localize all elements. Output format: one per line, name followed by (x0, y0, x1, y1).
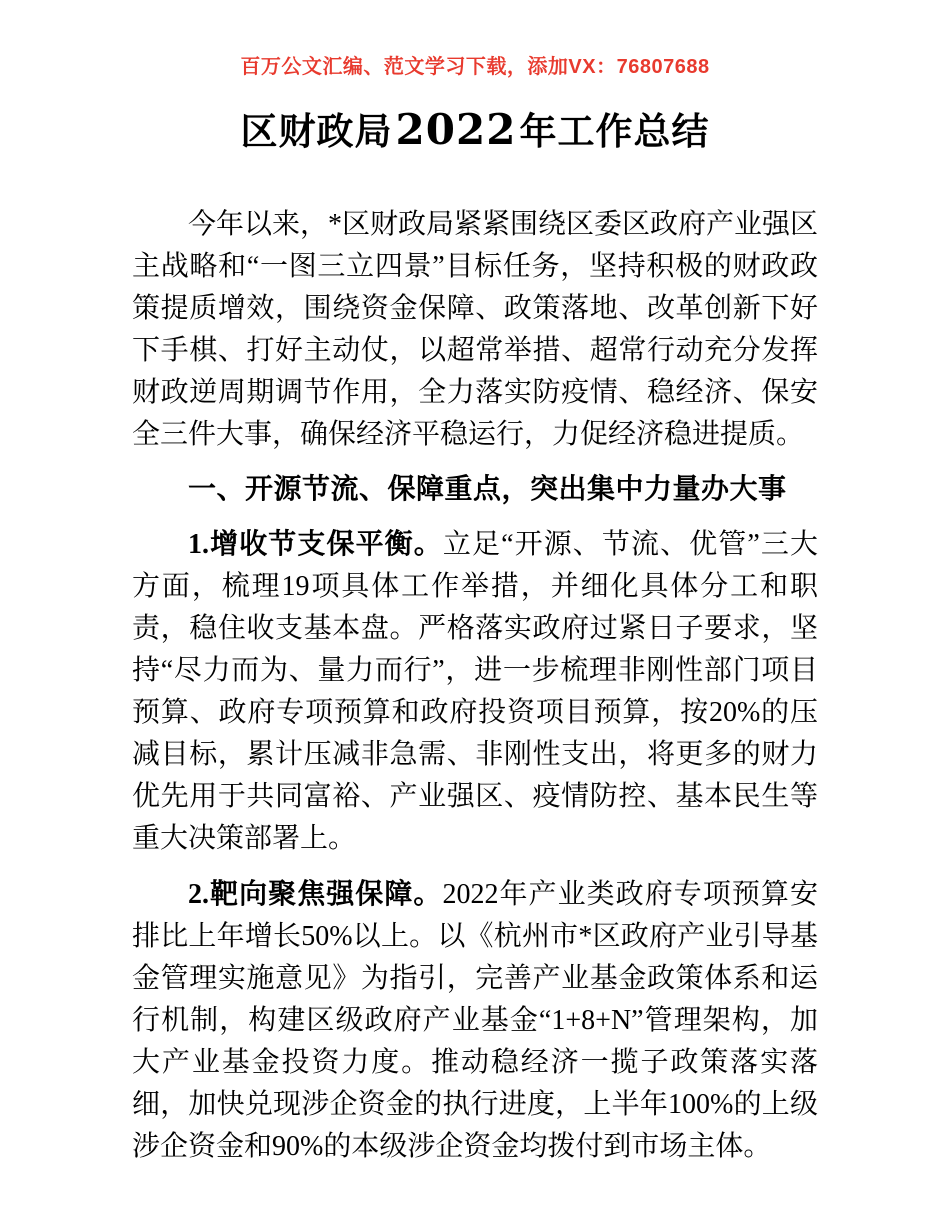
section-1-item-2-paragraph (132, 874, 818, 1168)
document-title (0, 105, 950, 158)
section-1-item-1-paragraph (132, 524, 818, 860)
title-year-number: 2022 (395, 105, 517, 154)
item-1-lead: 1.增收节支保平衡。 (188, 529, 443, 560)
title-suffix: 年工作总结 (519, 112, 710, 153)
document-body (0, 204, 950, 1168)
watermark-header-note: 百万公文汇编、范文学习下载，添加VX：76807688 (240, 56, 710, 78)
item-2-text: 2022年产业类政府专项预算安排比上年增长50%以上。以《杭州市*区政府产业引导基金管理实施意见》为指引，完善产业基金政策体系和运行机制，构建区级政府产业基金“1+8+N”管理架构，加大产业基金投资力度。推动稳经济一揽子政策落实落细，加快兑现涉企资金的执行进度，上半年100%的上级涉企资金和90%的本级涉企资金均拨付到市场主体。 (132, 879, 818, 1162)
item-1-text: 立足“开源、节流、优管”三大方面，梳理19项具体工作举措，并细化具体分工和职责，稳住收支基本盘。严格落实政府过紧日子要求，坚持“尽力而为、量力而行”，进一步梳理非刚性部门项目预算、政府专项预算和政府投资项目预算，按20%的压减目标，累计压减非急需、非刚性支出，将更多的财力优先用于共同富裕、产业强区、疫情防控、基本民生等重大决策部署上。 (132, 529, 818, 854)
item-2-lead: 2.靶向聚焦强保障。 (188, 879, 443, 910)
section-1-heading: 一、开源节流、保障重点，突出集中力量办大事 (188, 473, 787, 504)
intro-paragraph: 今年以来，*区财政局紧紧围绕区委区政府产业强区主战略和“一图三立四景”目标任务，坚持积极的财政政策提质增效，围绕资金保障、政策落地、改革创新下好下手棋、打好主动仗，以超常举措、超常行动充分发挥财政逆周期调节作用，全力落实防疫情、稳经济、保安全三件大事，确保经济平稳运行，力促经济稳进提质。 (132, 209, 819, 450)
title-prefix: 区财政局 (240, 112, 393, 153)
